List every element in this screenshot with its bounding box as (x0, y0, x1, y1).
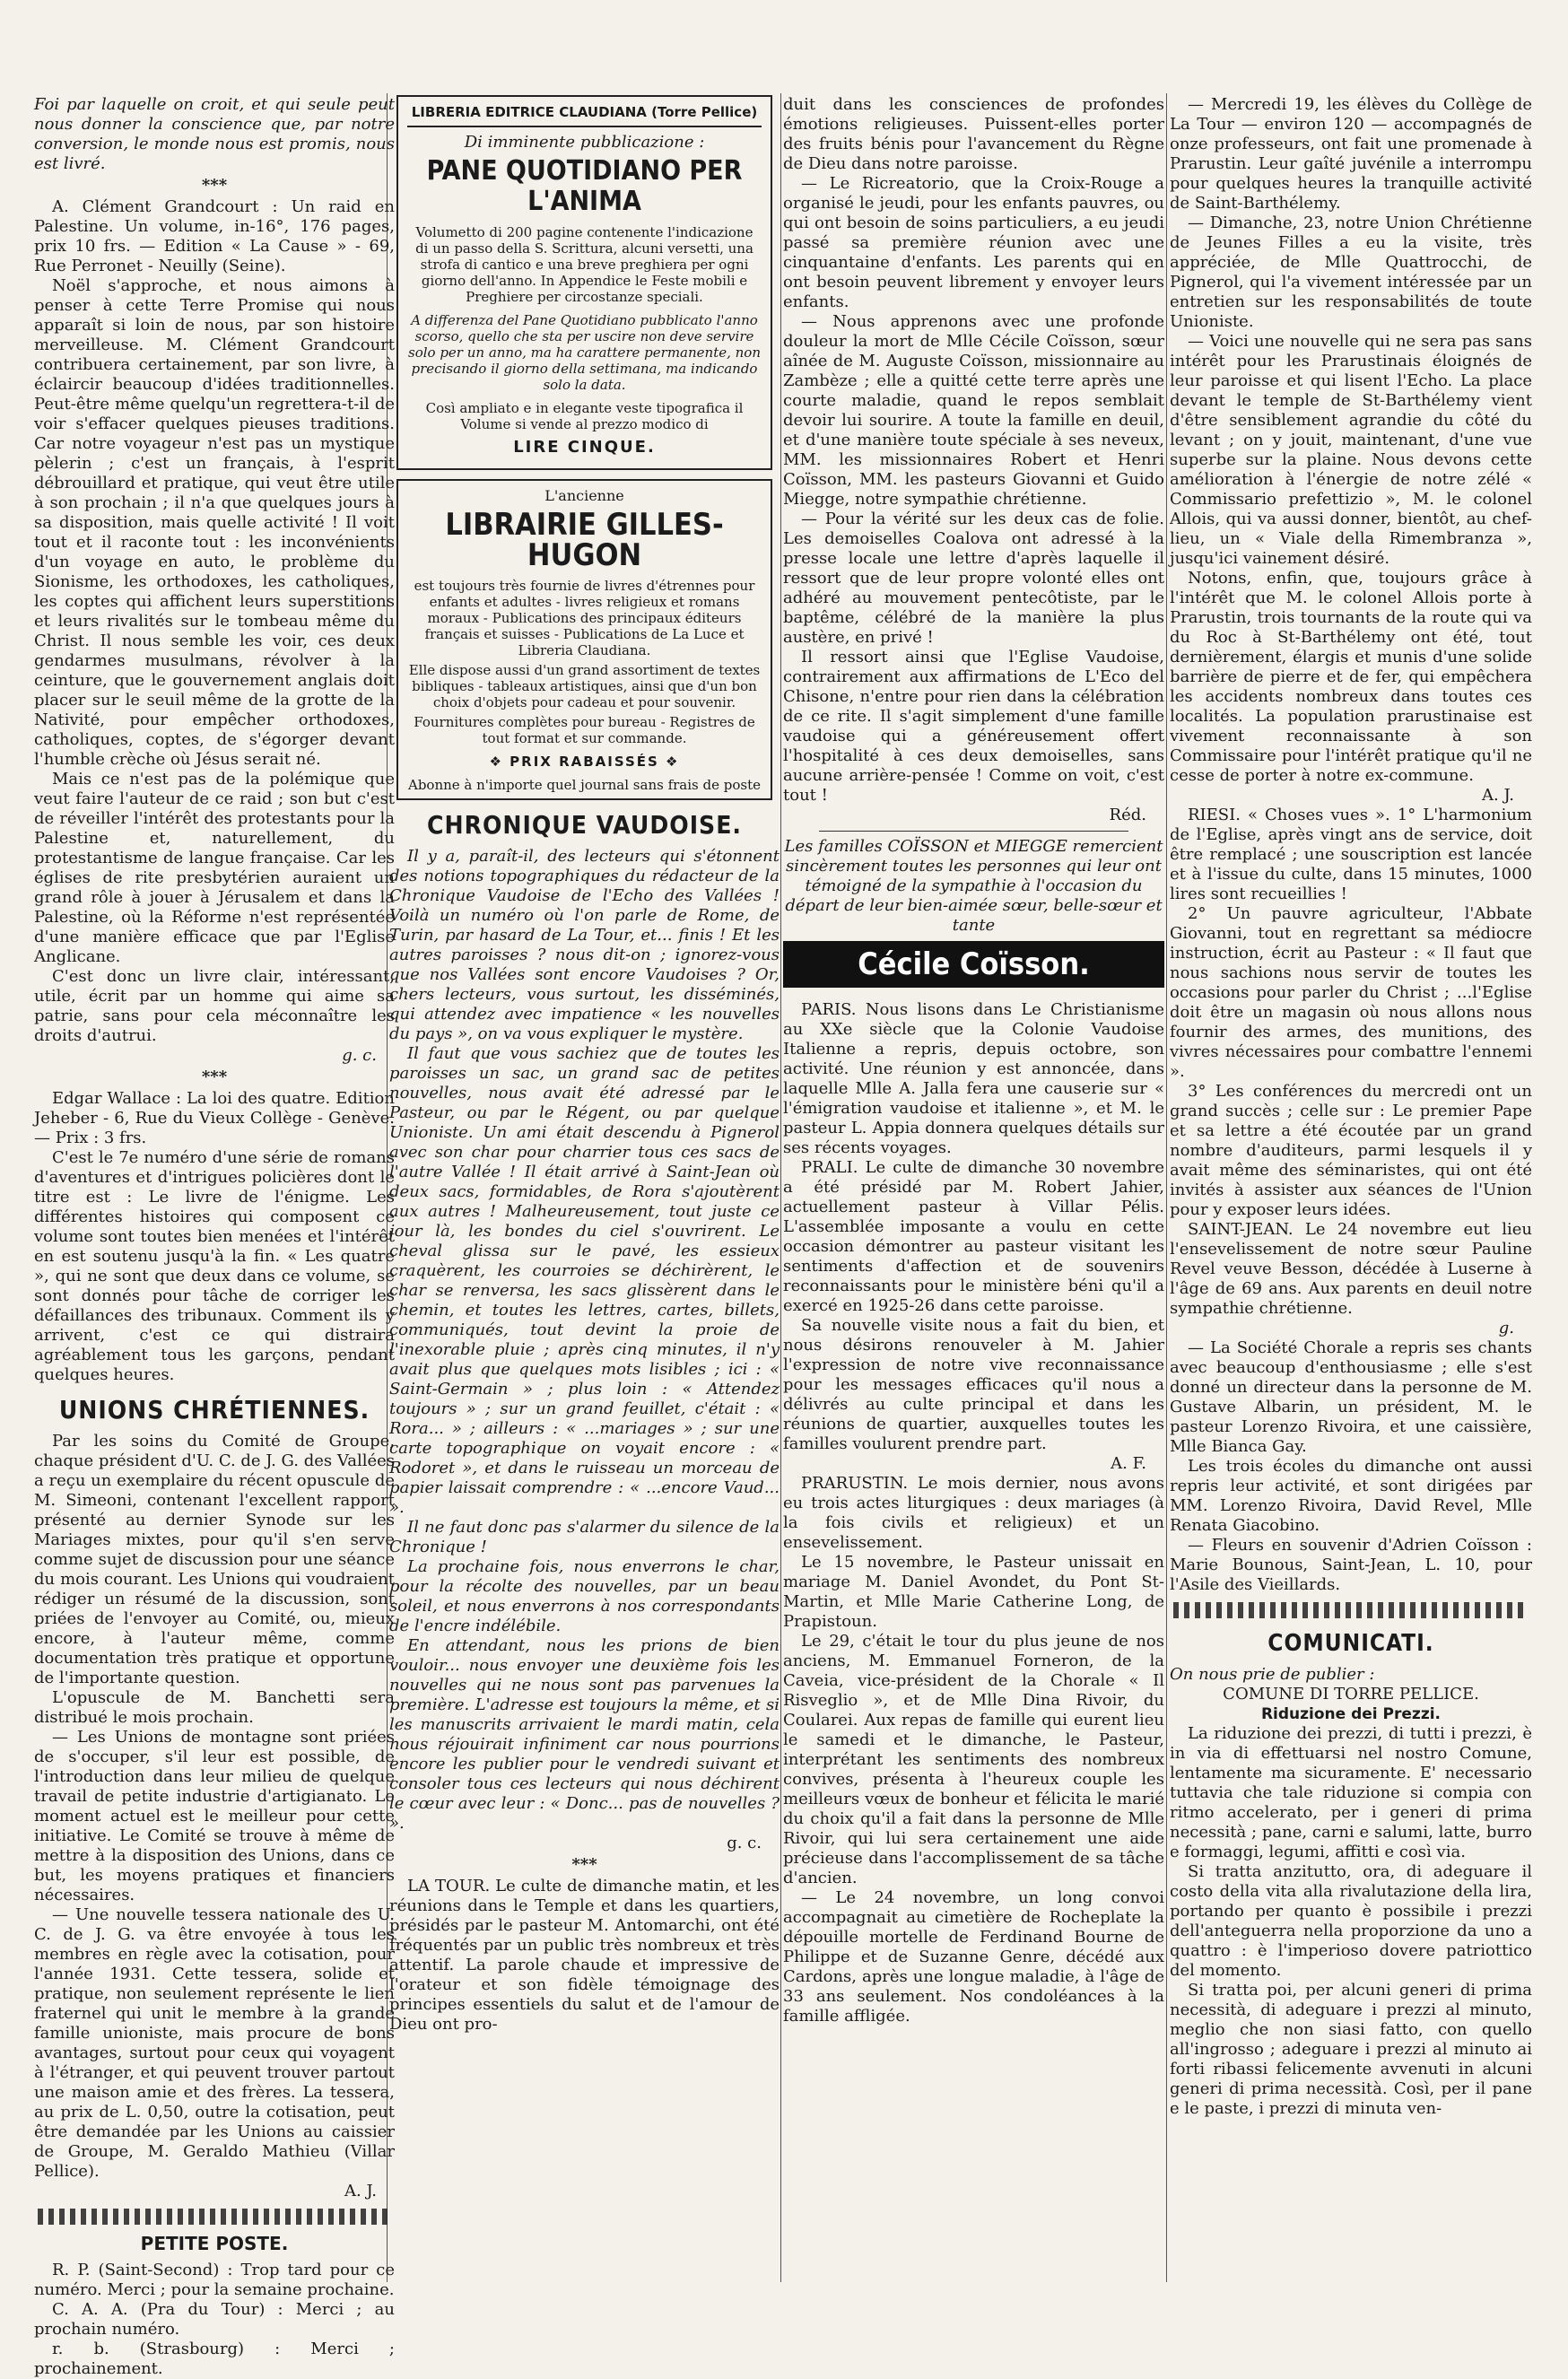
section-title: UNIONS CHRÉTIENNES. (58, 1395, 370, 1425)
section-title: PETITE POSTE. (140, 2233, 289, 2254)
column-2 (389, 95, 780, 2293)
paragraph: C'est donc un livre clair, intéressant, utile, écrit par un homme qui aime sa patrie, sans pour cela méconnaître les droits d'autrui. (34, 967, 395, 1045)
separator-stars: *** (201, 176, 228, 195)
paragraph: — Une nouvelle tessera nationale des U. C. de J. G. va être envoyée à tous les membres en règle avec la cotisation, pour l'année 1931. Cette tessera, solide et pratique, non seulement représente le lien fraternel qui unit le membre à la grande famille unioniste, mais procure de bons avantages, surtout pour ceux qui voyagent à l'étranger, et qui peuvent trouver partout une maison amie et des frères. La tessera, au prix de L. 0,50, outre la cotisation, peut être demandée par les Unions au caissier de Groupe, M. Geraldo Mathieu (Villar Pellice). (34, 1905, 395, 2181)
paragraph: Mais ce n'est pas de la polémique que veut faire l'auteur de ce raid ; son but c'est de réveiller l'intérêt des protestants pour la Palestine et, naturellement, du protestantisme de langue française. Car les églises de rite presbytérien auraient un grand rôle à jouer à Jérusalem et dans la Palestine, où la Réforme n'est représentée d'une manière efficace que par l'Eglise Anglicane. (34, 770, 395, 966)
paragraph: Noël s'approche, et nous aimons à penser à cette Terre Promise qui nous apparaît si loin de nous, par son histoire merveilleuse. M. Clément Grandcourt contribuera certainement, par son livre, à éclaircir beaucoup d'idées traditionnelles. Peut-être même quelqu'un regrettera-t-il de voir s'effacer quelques pieuses traditions. Car notre voyageur n'est pas un mystique pèlerin ; c'est un français, à l'esprit débrouillard et pratique, qui veut être utile à son prochain ; il n'a que quelques jours à sa disposition, mais quelle activité ! Il voit tout et il raconte tout : les inconvénients d'un voyage en auto, le problème du Sionisme, les orthodoxes, les catholiques, les coptes qui affichent leurs superstitions et leurs rivalités sur le tombeau même du Christ. Il nous semble les voir, ces deux gendarmes musulmans, révolver à la ceinture, que le gouvernement anglais doit placer sur le seuil même de la grotte de la Nativité, pour empêcher orthodoxes, catholiques, coptes, de s'égorger devant l'humble crèche où Jésus serait né. (34, 276, 395, 769)
signature: A. J. (344, 2182, 377, 2200)
paragraph: — Dimanche, 23, notre Union Chrétienne de Jeunes Filles a eu la visite, très appréciée, de Mlle Quattrocchi, de Pignerol, qui l'a vivement intéressée par un entretien sur les responsabilités de toute Unioniste. (1170, 214, 1532, 331)
book-review-heading: Edgar Wallace : La loi des quatre. Edition Jeheber - 6, Rue du Vieux Collège - Genève. — Prix : 3 frs. (34, 1089, 395, 1147)
paragraph: Il ne faut donc pas s'alarmer du silence de la Chronique ! (389, 1518, 780, 1556)
ad-text: Fournitures complètes pour bureau - Registres de tout format et sur commande. (414, 714, 755, 746)
ornament-rule (1173, 1602, 1529, 1618)
paragraph: 3° Les conférences du mercredi ont un grand succès ; celle sur : Le premier Pape et sa lettre a été écoutée par un grand nombre d'auditeurs, parmi lesquels il y avait même des séminaristes, qui ont été invités à assister aux séances de l'Union pour y exposer leurs idées. (1170, 1082, 1532, 1219)
signature: g. c. (727, 1834, 762, 1852)
paragraph: Si tratta anzitutto, ora, di adeguare il costo della vita alla rivalutazione della lira, portando per quanto è possibile i prezzi dell'anteguerra nella proporzione da uno a quattro : è l'imperioso dovere patriottico del momento. (1170, 1862, 1532, 1980)
subheading: Riduzione dei Prezzi. (1260, 1705, 1442, 1723)
paragraph: — Le 24 novembre, un long convoi accompagnait au cimetière de Rocheplate la dépouille mortelle de Ferdinand Bourne de Philippe et de Suzanne Genre, décédé aux Cardons, après une longue maladie, à l'âge de 33 ans seulement. Nos condoléances à la famille affligée. (783, 1888, 1164, 2026)
paragraph: R. P. (Saint-Second) : Trop tard pour ce numéro. Merci ; pour la semaine prochaine. (34, 2261, 395, 2299)
paragraph: En attendant, nous les prions de bien vouloir... nous envoyer une deuxième fois les nouvelles qui ne nous sont pas parvenues la première. L'adresse est toujours la même, et si les manuscrits arrivaient le mardi matin, cela nous réjouirait infiniment car nous pourrions encore les publier pour le vendredi suivant et consoler tous ces lecteurs qui nous déchirent le cœur avec leur : « Donc... pas de nouvelles ? ». (389, 1636, 780, 1833)
memorial-name-banner: Cécile Coïsson. (783, 941, 1164, 988)
paragraph: La prochaine fois, nous enverrons le char, pour la récolte des nouvelles, par un beau soleil, et nous enverrons à nos correspondants de l'encre indélébile. (389, 1557, 780, 1635)
thanks-notice: Les familles COÏSSON et MIEGGE remercient sincèrement toutes les personnes qui leur ont témoigné de la sympathie à l'occasion du départ de leur bien-aimée sœur, belle-sœur et tante (784, 837, 1163, 935)
paragraph: PRALI. Le culte de dimanche 30 novembre a été présidé par M. Robert Jahier, actuellement pasteur à Villar Pélis. L'assemblée imposante a voulu en cette occasion démontrer au pasteur visitant les sentiments d'affection et de souvenirs reconnaissants pour le ministère béni qu'il a exercé en 1925-26 dans cette paroisse. (783, 1158, 1164, 1315)
paragraph: Les trois écoles du dimanche ont aussi repris leur activité, et sont dirigées par MM. Lorenzo Rivoira, David Revel, Mlle Renata Giacobino. (1170, 1457, 1532, 1535)
paragraph: La riduzione dei prezzi, di tutti i prezzi, è in via di effettuarsi nel nostro Comune, lentamente ma sicuramente. E' necessario tuttavia che tale riduzione si compia con ritmo accelerato, per i generi di prima necessità ; pane, carni e salumi, latte, burro e formaggi, legumi, affitti e così via. (1170, 1724, 1532, 1861)
ad-header: LIBRERIA EDITRICE CLAUDIANA (Torre Pellice) (407, 102, 762, 127)
column-rule (1166, 93, 1167, 2282)
ad-text: Volumetto di 200 pagine contenente l'indicazione di un passo della S. Scrittura, alcuni versetti, una strofa di cantico e una breve preghiera per ogni giorno dell'anno. In Appendice le Feste mobili e Preghiere per circostanze speciali. (415, 224, 754, 305)
paragraph: Sa nouvelle visite nous a fait du bien, et nous désirons renouveler à M. Jahier l'expression de notre vive reconnaissance pour les messages efficaces qu'il nous a délivrés au culte principal et dans les réunions de quartier, auxquelles toutes les familles voulurent prendre part. (783, 1316, 1164, 1453)
paragraph: Foi par laquelle on croit, et qui seule peut nous donner la conscience que, par notre conversion, le monde nous est promis, nous est livré. (34, 95, 395, 173)
ad-text: Così ampliato e in elegante veste tipografica il Volume si vende al prezzo modico di (425, 400, 744, 432)
column-rule (780, 93, 781, 2282)
paragraph: Si tratta poi, per alcuni generi di prima necessità, di adeguare i prezzi al minuto, meglio che non siasi fatto, con quello all'ingrosso ; adeguare i prezzi al minuto ai forti ribassi felicemente avvenuti in alcuni generi di prima necessità. Così, per il pane e le paste, i prezzi di minuta ven- (1170, 1981, 1532, 2118)
paragraph: r. b. (Strasbourg) : Merci ; prochainement. (34, 2340, 395, 2378)
ad-price: ❖ PRIX RABAISSÉS ❖ (489, 754, 680, 770)
signature: A. F. (1111, 1454, 1146, 1473)
ad-pre: L'ancienne (544, 487, 624, 504)
signature: A. J. (1482, 786, 1514, 805)
signature: g. c. (342, 1046, 377, 1065)
separator-stars: *** (571, 1855, 597, 1874)
column-4 (1170, 95, 1532, 2293)
paragraph: — Le Ricreatorio, que la Croix-Rouge a organisé le jeudi, pour les enfants pauvres, ou qui ont besoin de soins particuliers, a eu jeudi passé sa première réunion avec une cinquantaine d'enfants. Les parents qui en ont besoin peuvent librement y envoyer leurs enfants. (783, 174, 1164, 311)
paragraph: PARIS. Nous lisons dans Le Christianisme au XXe siècle que la Colonie Vaudoise Italienne a repris, depuis octobre, son activité. Une réunion y est annoncée, dans laquelle Mlle A. Jalla fera une causerie sur « l'émigration vaudoise et italienne », et M. le pasteur L. Appia donnera quelques détails sur ses récents voyages. (783, 1000, 1164, 1157)
paragraph: LA TOUR. Le culte de dimanche matin, et les réunions dans le Temple et dans les quartiers, présidés par le pasteur M. Antomarchi, ont été fréquentés par un public très nombreux et très attentif. La parole chaude et impressive de l'orateur et son fidèle témoignage des principes essentiels du salut et de l'amour de Dieu ont pro- (389, 1877, 780, 2034)
paragraph: RIESI. « Choses vues ». 1° L'harmonium de l'Eglise, après vingt ans de service, doit être remplacé ; une souscription est lancée et à l'issue du culte, dans 15 minutes, 1000 lires sont recueillies ! (1170, 806, 1532, 903)
paragraph: Il y a, paraît-il, des lecteurs qui s'étonnent des notions topographiques du rédacteur de la Chronique Vaudoise de l'Echo des Vallées ! Voilà un numéro où l'on parle de Rome, de Turin, par hasard de La Tour, et... finis ! Et les autres paroisses ? nous dit-on ; ignorez-vous que nos Vallées sont encore Vaudoises ? Or, chers lecteurs, vous surtout, les disséminés, qui attendez avec impatience « les nouvelles du pays », on va vous expliquer le mystère. (389, 847, 780, 1043)
paragraph: L'opuscule de M. Banchetti sera distribué le mois prochain. (34, 1688, 395, 1727)
subheading: COMUNE DI TORRE PELLICE. (1223, 1685, 1479, 1704)
advertisement-gilles-hugon (396, 479, 772, 800)
paragraph: — Nous apprenons avec une profonde douleur la mort de Mlle Cécile Coïsson, sœur aînée de M. Auguste Coïsson, missionnaire au Zambèze ; elle a quitté cette terre après une courte maladie, quand le repos semblait devoir lui sourire. A toute la famille en deuil, et d'une manière toute spéciale à ses neveux, MM. les missionnaires Robert et Henri Coïsson, MM. les pasteurs Giovanni et Guido Miegge, notre sympathie chrétienne. (783, 312, 1164, 509)
paragraph: On nous prie de publier : (1170, 1665, 1375, 1684)
column-1 (34, 95, 396, 2378)
divider (819, 831, 1128, 832)
paragraph: — Pour la vérité sur les deux cas de folie. Les demoiselles Coalova ont adressé à la presse locale une lettre d'après laquelle il ressort que de leur propre volonté elles ont adhéré au mouvement pentecôtiste, par le baptême, célébré de la manière la plus austère, en privé ! (783, 510, 1164, 647)
paragraph: Il ressort ainsi que l'Eglise Vaudoise, contrairement aux affirmations de L'Eco del Chisone, n'entre pour rien dans la célébration de ce rite. Il s'agit simplement d'une famille vaudoise qui a généreusement offert l'hospitalité à ces deux demoiselles, sans aucune arrière-pensée ! Comme on voit, c'est tout ! (783, 648, 1164, 805)
advertisement-claudiana (396, 95, 772, 470)
signature: Réd. (1109, 806, 1146, 824)
book-review-heading: A. Clément Grandcourt : Un raid en Palestine. Un volume, in-16°, 176 pages, prix 10 frs. — Edition « La Cause » - 69, Rue Perronet - Neuilly (Seine). (34, 197, 395, 275)
paragraph: SAINT-JEAN. Le 24 novembre eut lieu l'ensevelissement de notre sœur Pauline Revel veuve Besson, décédée à Luserne à l'âge de 69 ans. Aux parents en deuil notre sympathie chrétienne. (1170, 1220, 1532, 1318)
ad-price: LIRE CINQUE. (513, 438, 656, 457)
ad-text: Abonne à n'importe quel journal sans frais de poste (408, 777, 761, 793)
paragraph: Le 29, c'était le tour du plus jeune de nos anciens, M. Emmanuel Forneron, de la Caveia, vice-président de la Chorale « Il Risveglio », et de Mlle Dina Rivoir, du Coularei. Aux repas de famille qui eurent lieu le samedi et le dimanche, le Pasteur, interprétant les sentiments des nombreux convives, présenta à l'heureux couple les meilleurs vœux de bonheur et félicita le marié du choix qu'il a fait dans la personne de Mlle Rivoir, qui lui sera certainement une aide précieuse dans l'accomplissement de sa tâche d'ancien. (783, 1632, 1164, 1887)
ad-text: Elle dispose aussi d'un grand assortiment de textes bibliques - tableaux artistiques, ainsi que d'un bon choix d'objets pour cadeau et pour souvenir. (408, 662, 761, 710)
signature: g. (1498, 1319, 1514, 1338)
paragraph: C. A. A. (Pra du Tour) : Merci ; au prochain numéro. (34, 2300, 395, 2339)
section-title: CHRONIQUE VAUDOISE. (427, 810, 742, 840)
paragraph: — La Société Chorale a repris ses chants avec beaucoup d'enthousiasme ; elle s'est donné un directeur dans la personne de M. Gustave Albarin, un président, M. le pasteur Lorenzo Rivoira, et une caissière, Mlle Bianca Gay. (1170, 1338, 1532, 1456)
ornament-rule (38, 2209, 391, 2225)
paragraph: Par les soins du Comité de Groupe, chaque président d'U. C. de J. G. des Vallées a reçu un exemplaire du récent opuscule de M. Simeoni, contenant l'excellent rapport présenté au dernier Synode sur les Mariages mixtes, pour qu'il s'en serve comme sujet de discussion pour une séance du mois courant. Les Unions qui voudraient rédiger un résumé de la discussion, sont priées de l'envoyer au Comité, ou, mieux encore, à l'auteur même, comme documentation très pratique et opportune de l'importante question. (34, 1432, 396, 1687)
ad-subtitle: Di imminente pubblicazione : (464, 133, 705, 152)
paragraph: Le 15 novembre, le Pasteur unissait en mariage M. Daniel Avondet, du Pont St-Martin, et Mlle Marie Catherine Long, de Prapistoun. (783, 1553, 1164, 1631)
ad-title: LIBRAIRIE GILLES-HUGON (445, 507, 724, 573)
paragraph: — Les Unions de montagne sont priées de s'occuper, s'il leur est possible, de l'introduction dans leur milieu de quelque travail de petite industrie d'artigianato. Le moment actuel est le meilleur pour cette initiative. Le Comité se trouve à même de mettre à la disposition des Unions, dans ce but, les moyens pratiques et financiers nécessaires. (34, 1728, 395, 1904)
ad-text: est toujours très fournie de livres d'étrennes pour enfants et adultes - livres religieux et romans moraux - Publications des principaux éditeurs français et suisses - Publications de La Luce et Libreria Claudiana. (414, 578, 755, 658)
paragraph: C'est le 7e numéro d'une série de romans d'aventures et d'intrigues policières dont le titre est : Le livre de l'énigme. Les différentes histoires qui composent ce volume sont toutes bien menées et l'intérêt en est soutenu jusqu'à la fin. « Les quatre », qui ne sont que deux dans ce volume, se sont donnés pour tâche de corriger les défaillances des tribunaux. Comment ils y arrivent, c'est ce qui distraira agréablement tous les garçons, pendant quelques heures. (34, 1148, 395, 1384)
ad-text: A differenza del Pane Quotidiano pubblicato l'anno scorso, quello che sta per uscire non deve servire solo per un anno, ma ha carattere permanente, non precisando il giorno della settimana, ma indicando solo la data. (408, 312, 761, 393)
paragraph: — Mercredi 19, les élèves du Collège de La Tour — environ 120 — accompagnés de onze professeurs, ont fait une promenade à Prarustin. Leur gaîté juvénile a interrompu pour quelques heures la tranquille activité de Saint-Barthélemy. (1170, 95, 1532, 213)
column-3 (783, 95, 1164, 2293)
paragraph: — Voici une nouvelle qui ne sera pas sans intérêt pour les Prarustinais éloignés de leur paroisse et qui lisent l'Echo. La place devant le temple de St-Barthélemy vient d'être sensiblement agrandie du côté du levant ; on y jouit, maintenant, d'une vue superbe sur la plaine. Nous devons cette amélioration à l'énergie de notre zélé « Commissario prefettizio », M. le colonel Allois, qui va aussi donner, bientôt, au chef-lieu, un « Viale della Rimembranza », jusqu'ici vainement désiré. (1170, 332, 1532, 568)
paragraph: Il faut que vous sachiez que de toutes les paroisses un sac, un grand sac de petites nouvelles, nous avait été adressé par le Pasteur, ou par le Régent, ou par quelque Unioniste. Un ami était descendu à Pignerol avec son char pour charrier tous ces sacs de l'autre Vallée ! Il était arrivé à Saint-Jean où deux sacs, formidables, de Rora s'ajoutèrent aux autres ! Malheureusement, tout juste ce jour là, les bondes du ciel s'ouvrirent. Le cheval glissa sur le pavé, les essieux craquèrent, les courroies se déchirèrent, le char se renversa, les sacs glissèrent dans le chemin, et toutes les lettres, cartes, billets, communiqués, tout devint la proie de l'inexorable pluie ; après cinq minutes, il n'y avait plus que quelques mots lisibles ; ici : « Saint-Germain » ; plus loin : « Attendez toujours » ; sur un grand feuillet, c'était : « Rora... » ; ailleurs : « ...mariages » ; sur une carte topographique on voyait encore : « Rodoret », et dans le ruisseau un morceau de papier laissait comprendre : « ...encore Vaud... ». (389, 1044, 780, 1517)
paragraph: — Fleurs en souvenir d'Adrien Coïsson : Marie Bounous, Saint-Jean, L. 10, pour l'Asile des Vieillards. (1170, 1536, 1532, 1594)
section-title: COMUNICATI. (1267, 1630, 1434, 1657)
paragraph: Notons, enfin, que, toujours grâce à l'intérêt que M. le colonel Allois porte à Prarustin, trois tournants de la route qui va du Roc à St-Barthélemy ont été, tout dernièrement, élargis et munis d'une solide barrière de pierre et de fer, qui empêchera les accidents nombreux dans toutes ces localités. La population prarustinaise est vivement reconnaissante à son Commissaire pour l'intérêt pratique qu'il ne cesse de porter à notre ex-commune. (1170, 569, 1532, 785)
ad-title: PANE QUOTIDIANO PER L'ANIMA (426, 155, 743, 217)
paragraph: PRARUSTIN. Le mois dernier, nous avons eu trois actes liturgiques : deux mariages (à la fois civils et religieux) et un ensevelissement. (783, 1474, 1164, 1552)
paragraph: 2° Un pauvre agriculteur, l'Abbate Giovanni, tout en regrettant sa médiocre instruction, écrit au Pasteur : « Il faut que nous sachions nous servir de toutes les occasions pour parler du Christ ; ...l'Eglise doit être un magasin où nous allons nous fournir des armes, des munitions, des vivres nécessaires pour combattre l'ennemi ». (1170, 904, 1532, 1081)
paragraph: duit dans les consciences de profondes émotions religieuses. Puissent-elles porter des fruits bénis pour l'avancement du Règne de Dieu dans notre paroisse. (783, 95, 1164, 173)
separator-stars: *** (201, 1068, 228, 1086)
